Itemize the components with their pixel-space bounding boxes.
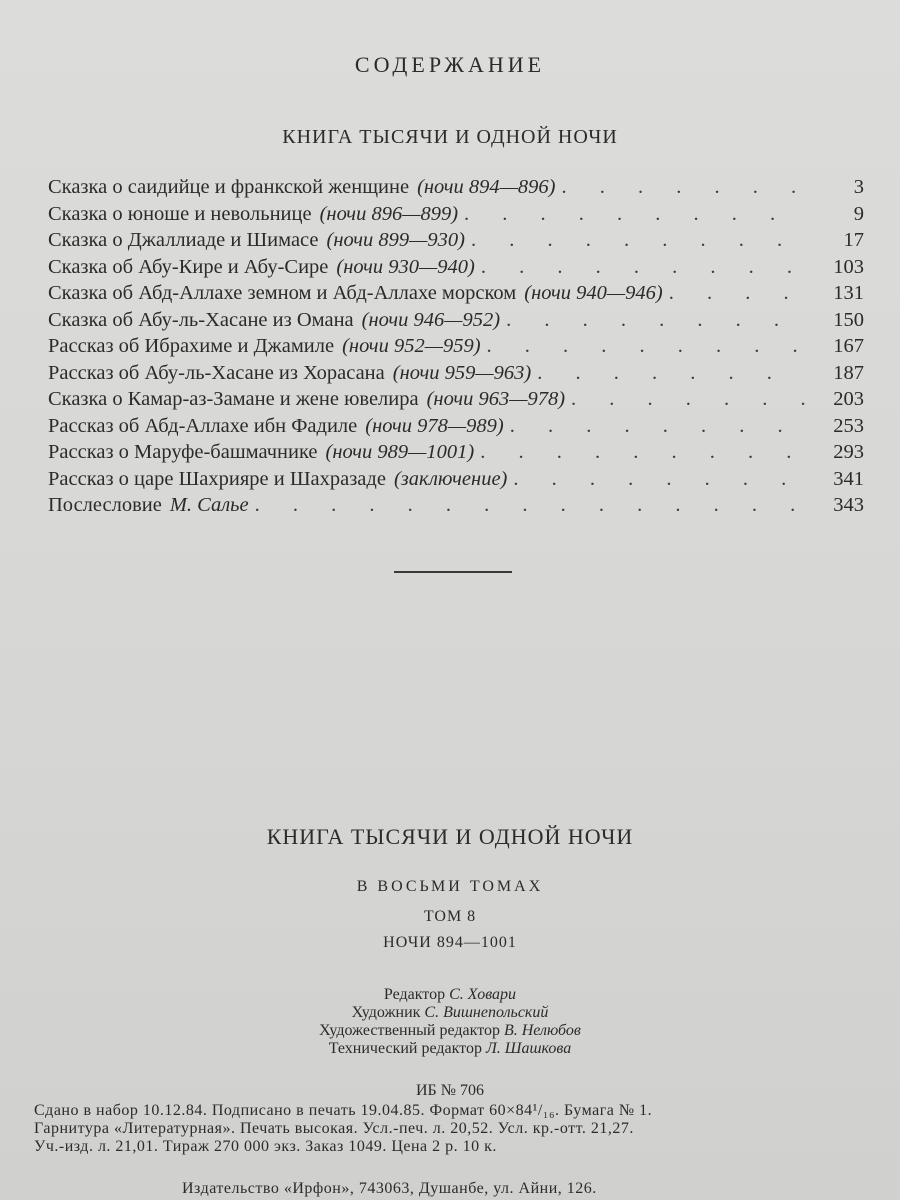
toc-entry-title: Рассказ об Абу-ль-Хасане из Хорасана [48, 361, 385, 384]
imprint-nights: НОЧИ 894—1001 [383, 934, 517, 951]
table-of-contents [48, 176, 864, 521]
credit-role: Технический редактор [328, 1040, 482, 1057]
toc-entry-nights: (ночи 952—959) [342, 335, 481, 357]
toc-entry-nights: (ночи 899—930) [326, 229, 465, 251]
dot-leader [562, 176, 807, 199]
toc-entry-author: М. Салье [169, 494, 249, 516]
section-divider [394, 571, 512, 573]
imprint-volumes: В ВОСЬМИ ТОМАХ [356, 878, 544, 895]
dot-leader [487, 335, 806, 358]
publisher-line: Издательство «Ирфон», 743063, Душанбе, ул. Айни, 126. [182, 1180, 597, 1197]
toc-entry-nights: (ночи 940—946) [524, 282, 663, 304]
credit-line [0, 1022, 900, 1040]
dot-leader [669, 282, 806, 305]
toc-entry-page: 253 [833, 414, 864, 437]
toc-entry-page: 187 [833, 361, 864, 384]
dot-leader [480, 441, 806, 464]
technical-line: Гарнитура «Литературная». Печать высокая. Усл.-печ. л. 20,52. Усл. кр.-отт. 21,27. [34, 1120, 634, 1137]
toc-entry-nights: (ночи 963—978) [426, 388, 566, 410]
dot-leader [571, 388, 806, 411]
toc-entry-page: 103 [833, 255, 864, 278]
toc-entry [48, 335, 864, 362]
credit-person: В. Нелюбов [503, 1022, 581, 1039]
toc-entry-title: Рассказ об Ибрахиме и Джамиле [48, 335, 335, 357]
imprint-tome: ТОМ 8 [423, 908, 477, 925]
toc-entry [48, 388, 864, 415]
toc-entry-page: 150 [833, 308, 864, 331]
credits-block [0, 986, 900, 1058]
credit-person: Л. Шашкова [485, 1040, 572, 1057]
toc-entry-page: 293 [833, 441, 864, 463]
toc-entry [48, 176, 864, 203]
toc-entry [48, 229, 864, 256]
credit-person: С. Ховари [449, 986, 517, 1003]
dot-leader [537, 362, 806, 385]
technical-data [34, 1102, 880, 1156]
toc-entry [48, 282, 864, 309]
toc-entry [48, 362, 864, 389]
ib-number: ИБ № 706 [415, 1082, 484, 1099]
imprint-title: КНИГА ТЫСЯЧИ И ОДНОЙ НОЧИ [266, 824, 634, 849]
credit-person: С. Вишнепольский [424, 1004, 549, 1021]
dot-leader [255, 494, 806, 517]
credit-line [0, 1040, 900, 1058]
toc-entry-page: 167 [833, 335, 864, 357]
toc-entry-nights: (ночи 894—896) [417, 176, 556, 198]
toc-entry-title: Сказка об Абд-Аллахе земном и Абд-Аллахе морском [48, 282, 517, 304]
book-title-heading: КНИГА ТЫСЯЧИ И ОДНОЙ НОЧИ [282, 126, 618, 148]
toc-entry-page: 3 [853, 176, 864, 198]
toc-entry-title: Сказка об Абу-Кире и Абу-Сире [48, 255, 329, 278]
dot-leader [513, 468, 806, 491]
toc-entry-nights: (ночи 896—899) [319, 202, 459, 225]
toc-entry-title: Сказка о юноше и невольнице [48, 202, 312, 225]
credit-role: Редактор [383, 986, 446, 1003]
dot-leader [464, 203, 806, 226]
credit-line [0, 986, 900, 1004]
toc-entry-title: Сказка о Джаллиаде и Шимасе [48, 229, 319, 251]
toc-entry-nights: (ночи 978—989) [365, 414, 504, 437]
toc-entry-page: 131 [833, 282, 864, 304]
toc-entry [48, 494, 864, 521]
dot-leader [510, 415, 806, 438]
credit-line [0, 1004, 900, 1022]
credit-role: Художественный редактор [319, 1022, 500, 1039]
technical-line: Уч.-изд. л. 21,01. Тираж 270 000 экз. Заказ 1049. Цена 2 р. 10 к. [34, 1138, 497, 1155]
toc-entry-title: Рассказ об Абд-Аллахе ибн Фадиле [48, 414, 358, 437]
toc-entry [48, 309, 864, 336]
toc-heading: СОДЕРЖАНИЕ [354, 52, 546, 77]
toc-entry-nights: (заключение) [393, 467, 508, 490]
toc-entry-title: Сказка о саидийце и франкской женщине [48, 176, 410, 198]
toc-entry-page: 343 [833, 494, 864, 516]
toc-entry-title: Сказка о Камар-аз-Замане и жене ювелира [48, 388, 419, 410]
toc-entry-page: 17 [843, 229, 864, 251]
toc-entry-title: Рассказ о Маруфе-башмачнике [48, 441, 318, 463]
toc-entry-page: 203 [833, 388, 864, 410]
toc-entry-title: Рассказ о царе Шахрияре и Шахразаде [48, 467, 386, 490]
toc-entry [48, 256, 864, 283]
toc-entry-nights: (ночи 930—940) [336, 255, 475, 278]
technical-line: Сдано в набор 10.12.84. Подписано в печать 19.04.85. Формат 60×84¹/₁₆. Бумага № 1. [34, 1102, 653, 1119]
toc-entry-title: Сказка об Абу-ль-Хасане из Омана [48, 308, 354, 331]
toc-entry [48, 441, 864, 468]
toc-entry-nights: (ночи 989—1001) [325, 441, 475, 463]
toc-entry-page: 341 [833, 467, 864, 490]
toc-entry-nights: (ночи 946—952) [361, 308, 501, 331]
credit-role: Художник [351, 1004, 421, 1021]
dot-leader [481, 256, 806, 279]
toc-entry [48, 468, 864, 495]
toc-entry-page: 9 [853, 202, 864, 225]
dot-leader [471, 229, 806, 252]
toc-entry [48, 415, 864, 442]
toc-entry [48, 203, 864, 230]
toc-entry-title: Послесловие [48, 494, 162, 516]
dot-leader [506, 309, 806, 332]
toc-entry-nights: (ночи 959—963) [392, 361, 532, 384]
